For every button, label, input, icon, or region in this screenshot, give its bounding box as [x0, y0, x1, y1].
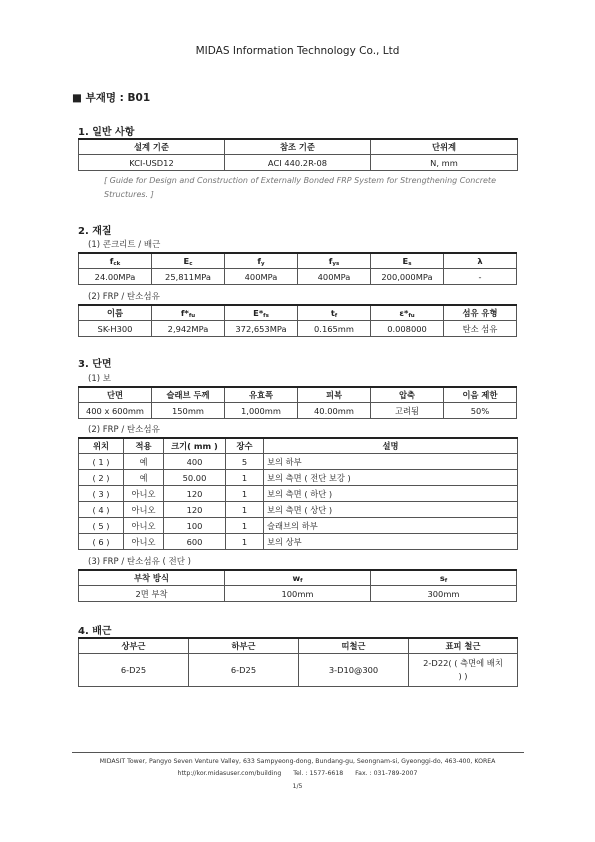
- member-title: [72, 90, 150, 105]
- table-cell: 100: [164, 518, 226, 534]
- table-row: [79, 403, 517, 419]
- table-cell: 600: [164, 534, 226, 550]
- table-cell: N, mm: [371, 155, 518, 171]
- table-cell: 300mm: [371, 586, 517, 602]
- table-cell: ( 3 ): [79, 486, 124, 502]
- table-header-cell: 크기( mm ): [164, 438, 226, 454]
- table-header-cell: 위치: [79, 438, 124, 454]
- table-cell: 120: [164, 502, 226, 518]
- table-header-cell: 하부근: [189, 638, 299, 654]
- table-header-cell: 압축: [371, 387, 444, 403]
- table-row: [79, 518, 518, 534]
- table-cell: 아니오: [124, 502, 164, 518]
- table-cell: ACI 440.2R-08: [225, 155, 371, 171]
- table-cell: 400MPa: [298, 269, 371, 285]
- table-cell: ( 5 ): [79, 518, 124, 534]
- table-header-row: [79, 438, 518, 454]
- subtitle-frp-shear: (3) FRP / 탄소섬유 ( 전단 ): [88, 557, 191, 567]
- beam-table: [78, 386, 517, 419]
- table-cell: 2,942MPa: [152, 321, 225, 337]
- footer-address: MIDASIT Tower, Pangyo Seven Venture Valley, 633 Sampyeong-dong, Bundang-gu, Seongnam-si, Gyeonggi-do, 463-400, KOREA: [99, 758, 496, 765]
- table-row: [79, 155, 518, 171]
- table-row: [79, 486, 518, 502]
- table-header-cell: $E_s$: [371, 253, 444, 269]
- table-cell: 1,000mm: [225, 403, 298, 419]
- table-header-cell: $f_{ck}$: [79, 253, 152, 269]
- table-header-cell: $\varepsilon*_{fu}$: [371, 305, 444, 321]
- member-label: 부재명 : B01: [85, 92, 151, 104]
- table-header-cell: 참조 기준: [225, 139, 371, 155]
- table-row: [79, 534, 518, 550]
- table-cell: 1: [226, 534, 264, 550]
- table-cell: 1: [226, 486, 264, 502]
- table-row: [79, 654, 518, 687]
- footer-divider: [72, 752, 524, 753]
- table-header-cell: $f*_{fu}$: [152, 305, 225, 321]
- table-header-row: [79, 638, 518, 654]
- table-header-cell: 슬래브 두께: [152, 387, 225, 403]
- table-cell: 100mm: [225, 586, 371, 602]
- table-cell: 보의 측면 ( 전단 보강 ): [264, 470, 518, 486]
- table-header-row: [79, 305, 517, 321]
- table-cell: 1: [226, 470, 264, 486]
- general-table: [78, 138, 518, 171]
- table-header-cell: 단위계: [371, 139, 518, 155]
- table-header-row: [79, 570, 517, 586]
- table-header-cell: 피복: [298, 387, 371, 403]
- table-cell: 25,811MPa: [152, 269, 225, 285]
- table-cell: 5: [226, 454, 264, 470]
- table-cell: ( 2 ): [79, 470, 124, 486]
- table-header-cell: $E_c$: [152, 253, 225, 269]
- subtitle-beam: (1) 보: [88, 374, 111, 384]
- table-cell: 6-D25: [79, 654, 189, 687]
- table-cell: 150mm: [152, 403, 225, 419]
- table-cell: 24.00MPa: [79, 269, 152, 285]
- square-bullet-icon: ■: [72, 92, 82, 104]
- table-cell: 400 x 600mm: [79, 403, 152, 419]
- section-title-general: 1. 일반 사항: [78, 127, 135, 138]
- table-row: [79, 586, 517, 602]
- table-header-cell: $E*_{fs}$: [225, 305, 298, 321]
- table-header-cell: 표피 철근: [409, 638, 518, 654]
- table-header-cell: $s_f$: [371, 570, 517, 586]
- table-header-cell: 섬유 유형: [444, 305, 517, 321]
- table-header-cell: 띠철근: [299, 638, 409, 654]
- section-title-section: 3. 단면: [78, 359, 112, 370]
- table-cell: 400: [164, 454, 226, 470]
- table-cell: 아니오: [124, 518, 164, 534]
- table-header-cell: 단면: [79, 387, 152, 403]
- table-cell: 탄소 섬유: [444, 321, 517, 337]
- table-cell: 보의 하부: [264, 454, 518, 470]
- table-header-cell: λ: [444, 253, 517, 269]
- table-row: [79, 269, 517, 285]
- table-cell: 고려됨: [371, 403, 444, 419]
- table-header-row: [79, 387, 517, 403]
- table-cell: 슬래브의 하부: [264, 518, 518, 534]
- table-cell: 예: [124, 470, 164, 486]
- table-cell: 200,000MPa: [371, 269, 444, 285]
- table-cell: 40.00mm: [298, 403, 371, 419]
- table-cell: 50%: [444, 403, 517, 419]
- table-header-row: [79, 139, 518, 155]
- table-header-cell: $t_f$: [298, 305, 371, 321]
- table-cell: 372,653MPa: [225, 321, 298, 337]
- table-cell: 1: [226, 518, 264, 534]
- table-cell: SK-H300: [79, 321, 152, 337]
- table-cell: 보의 상부: [264, 534, 518, 550]
- table-cell: ( 1 ): [79, 454, 124, 470]
- table-cell: 2-D22( ( 측면에 배치 ) ): [409, 654, 518, 687]
- table-cell: 6-D25: [189, 654, 299, 687]
- table-cell: KCI-USD12: [79, 155, 225, 171]
- table-cell: 400MPa: [225, 269, 298, 285]
- page-header: MIDAS Information Technology Co., Ltd: [195, 45, 400, 57]
- table-cell: 예: [124, 454, 164, 470]
- section-title-material: 2. 재질: [78, 226, 112, 237]
- footer-contact: [0, 770, 595, 777]
- table-cell: 1: [226, 502, 264, 518]
- table-cell: 2면 부착: [79, 586, 225, 602]
- table-cell: ( 6 ): [79, 534, 124, 550]
- table-cell: 120: [164, 486, 226, 502]
- table-header-cell: 설명: [264, 438, 518, 454]
- table-cell: 보의 측면 ( 상단 ): [264, 502, 518, 518]
- table-cell: 아니오: [124, 534, 164, 550]
- subtitle-frp-layout: (2) FRP / 탄소섬유: [88, 425, 160, 435]
- table-header-row: [79, 253, 517, 269]
- table-header-cell: 이음 제한: [444, 387, 517, 403]
- frp-shear-table: [78, 569, 517, 602]
- section-title-rebar: 4. 배근: [78, 626, 112, 637]
- table-row: [79, 502, 518, 518]
- table-cell: 아니오: [124, 486, 164, 502]
- table-cell: 3-D10@300: [299, 654, 409, 687]
- footer-fax: Fax. : 031-789-2007: [355, 770, 418, 777]
- table-header-cell: $f_y$: [225, 253, 298, 269]
- table-header-cell: 상부근: [79, 638, 189, 654]
- table-cell: -: [444, 269, 517, 285]
- subtitle-frp-material: (2) FRP / 탄소섬유: [88, 292, 160, 302]
- rebar-table: [78, 637, 518, 687]
- table-header-cell: 유효폭: [225, 387, 298, 403]
- table-row: [79, 454, 518, 470]
- table-cell: 0.008000: [371, 321, 444, 337]
- table-cell: 보의 측면 ( 하단 ): [264, 486, 518, 502]
- table-header-cell: 이름: [79, 305, 152, 321]
- footer-tel: Tel. : 1577-6618: [293, 770, 344, 777]
- page-number: 1/5: [292, 783, 303, 790]
- table-header-cell: $w_f$: [225, 570, 371, 586]
- table-cell: 50.00: [164, 470, 226, 486]
- reference-note: [ Guide for Design and Construction of Externally Bonded FRP System for Strengthening Concrete Structures. ]: [104, 176, 496, 199]
- concrete-table: [78, 252, 517, 285]
- table-header-cell: 장수: [226, 438, 264, 454]
- table-header-cell: 부착 방식: [79, 570, 225, 586]
- table-row: [79, 321, 517, 337]
- table-header-cell: 설계 기준: [79, 139, 225, 155]
- table-row: [79, 470, 518, 486]
- footer-url: http://kor.midasuser.com/building: [177, 770, 282, 777]
- subtitle-concrete: (1) 콘크리트 / 배근: [88, 240, 161, 250]
- table-header-cell: 적용: [124, 438, 164, 454]
- table-cell: 0.165mm: [298, 321, 371, 337]
- frp-material-table: [78, 304, 517, 337]
- table-cell: ( 4 ): [79, 502, 124, 518]
- frp-layout-table: [78, 437, 518, 550]
- table-header-cell: $f_{ys}$: [298, 253, 371, 269]
